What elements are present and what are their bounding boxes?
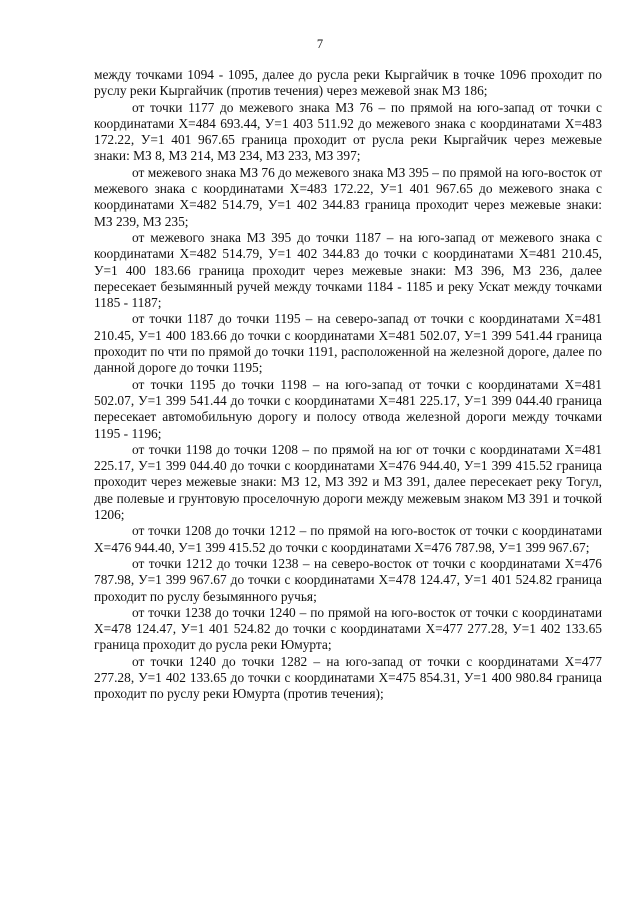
document-body [94, 67, 602, 703]
paragraph: от точки 1195 до точки 1198 – на юго-запад от точки с координатами Х=481 502.07, У=1 399 541.44 до точки с координатами Х=481 225.17, У=1 399 044.40 граница пересекает автомобильную дорогу и полосу отвода железной дороги между точками 1195 - 1196; [94, 376, 602, 441]
paragraph: от точки 1208 до точки 1212 – по прямой на юго-восток от точки с координатами Х=476 944.40, У=1 399 415.52 до точки с координатами Х=476 787.98, У=1 399 967.67; [94, 523, 602, 555]
paragraph: от точки 1212 до точки 1238 – на северо-восток от точки с координатами Х=476 787.98, У=1 399 967.67 до точки с координатами Х=478 124.47, У=1 401 524.82 граница проходит по руслу безымянного ручья; [94, 555, 602, 604]
paragraph-continuation: между точками 1094 - 1095, далее до русла реки Кыргайчик в точке 1096 проходит по руслу реки Кыргайчик (против течения) через межевой знак МЗ 186; [94, 67, 602, 99]
paragraph: от точки 1177 до межевого знака МЗ 76 – по прямой на юго-запад от точки с координатами Х=484 693.44, У=1 403 511.92 до межевого знака с координатами Х=483 172.22, У=1 401 967.65 граница проходит от русла реки Кыргайчик через межевые знаки: МЗ 8, МЗ 214, МЗ 234, МЗ 233, МЗ 397; [94, 99, 602, 164]
paragraph: от межевого знака МЗ 76 до межевого знака МЗ 395 – по прямой на юго-восток от межевого знака с координатами Х=483 172.22, У=1 401 967.65 до межевого знака с координатами Х=482 514.79, У=1 402 344.83 граница проходит через межевые знаки: МЗ 239, МЗ 235; [94, 164, 602, 229]
paragraph: от точки 1240 до точки 1282 – на юго-запад от точки с координатами Х=477 277.28, У=1 402 133.65 до точки с координатами Х=475 854.31, У=1 400 980.84 граница проходит по руслу реки Юмурта (против течения); [94, 653, 602, 702]
page-number: 7 [316, 37, 324, 51]
paragraph: от точки 1198 до точки 1208 – по прямой на юг от точки с координатами Х=481 225.17, У=1 399 044.40 до точки с координатами Х=476 944.40, У=1 399 415.52 граница проходит через межевые знаки: МЗ 12, МЗ 392 и МЗ 391, далее пересекает реку Тогул, две полевые и грунтовую проселочную дороги между межевым знаком МЗ 391 и точкой 1206; [94, 441, 602, 523]
paragraph: от точки 1238 до точки 1240 – по прямой на юго-восток от точки с координатами Х=478 124.47, У=1 401 524.82 до точки с координатами Х=477 277.28, У=1 402 133.65 граница проходит до русла реки Юмурта; [94, 604, 602, 653]
paragraph: от межевого знака МЗ 395 до точки 1187 – на юго-запад от межевого знака с координатами Х=482 514.79, У=1 402 344.83 до точки с координатами Х=481 210.45, У=1 400 183.66 граница проходит через межевые знаки: МЗ 396, МЗ 236, далее пересекает безымянный ручей между точками 1184 - 1185 и реку Ускат между точками 1185 - 1187; [94, 229, 602, 311]
paragraph: от точки 1187 до точки 1195 – на северо-запад от точки с координатами Х=481 210.45, У=1 400 183.66 до точки с координатами Х=481 502.07, У=1 399 541.44 граница проходит по чти по прямой до точки 1191, расположенной на железной дороге, далее по данной дороге до точки 1195; [94, 311, 602, 376]
